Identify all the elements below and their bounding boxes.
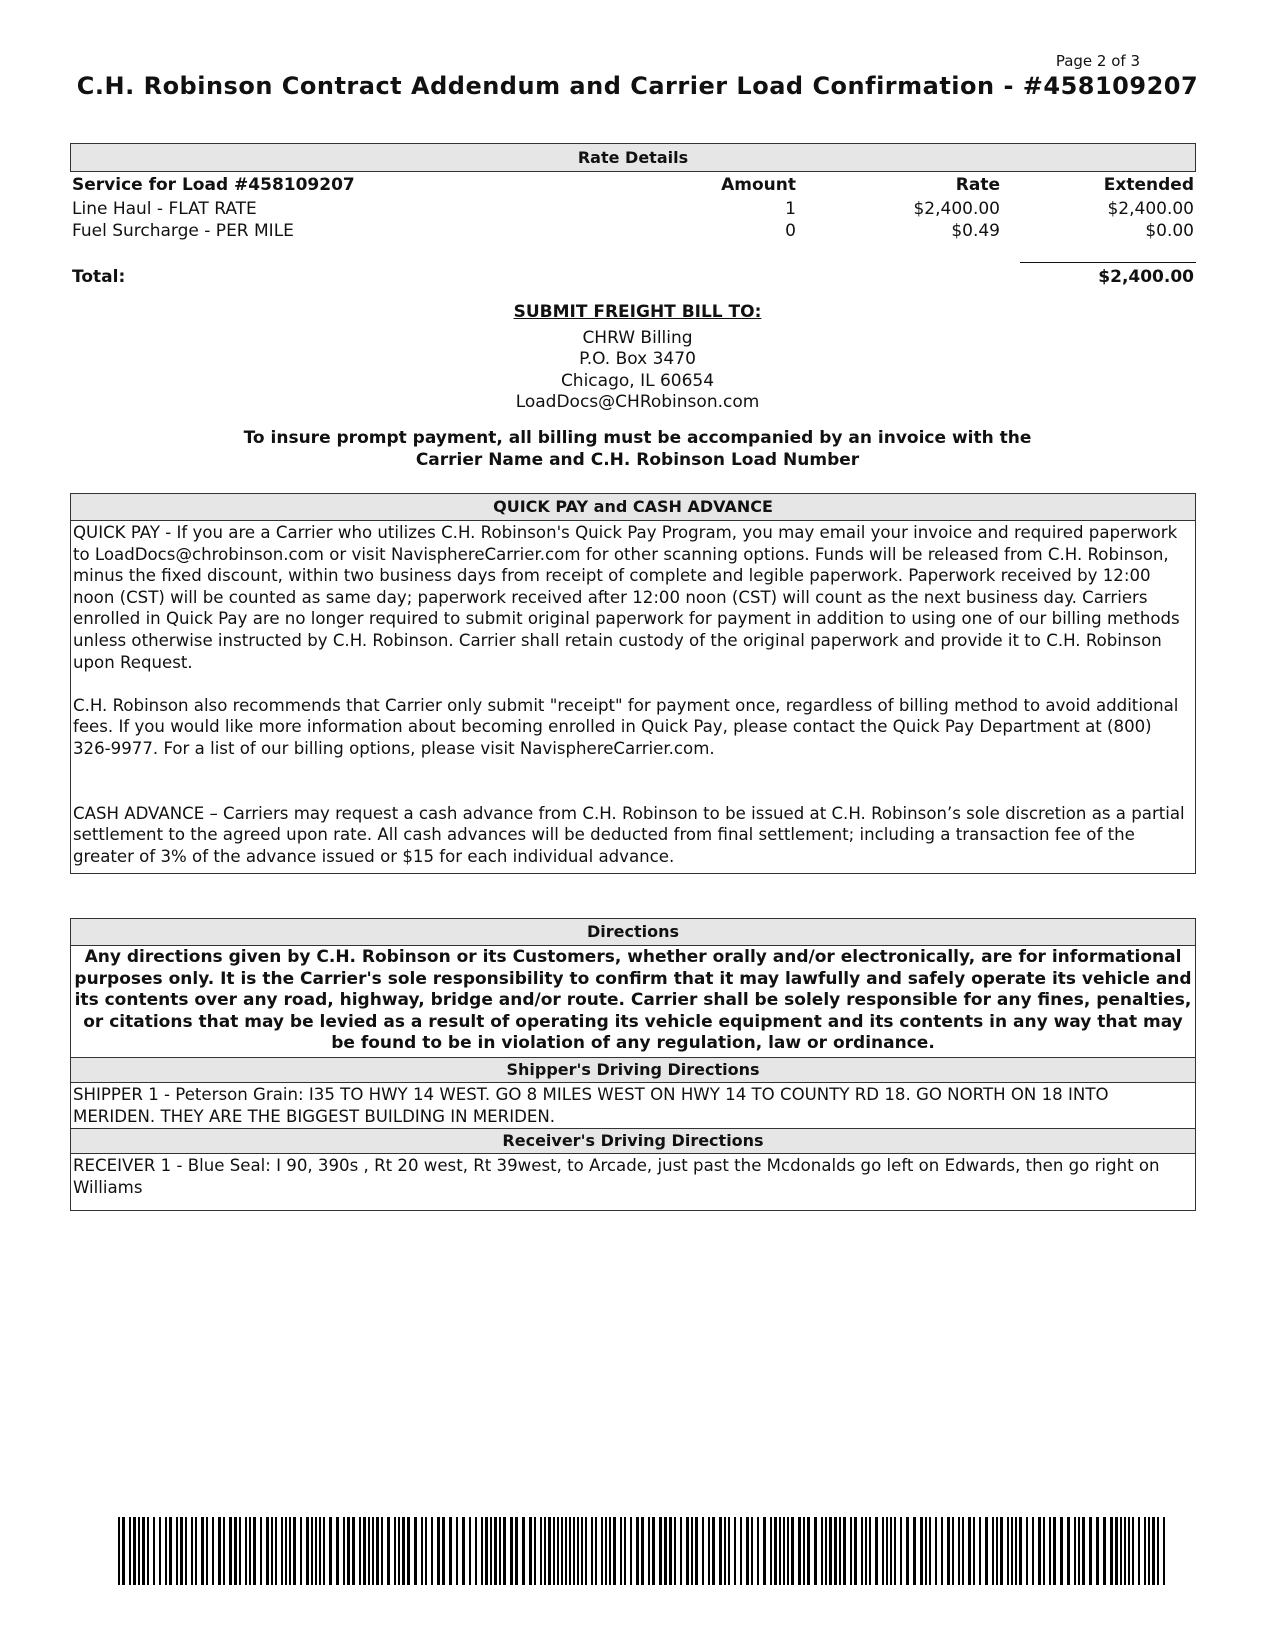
billing-city: Chicago, IL 60654 bbox=[560, 370, 715, 391]
total-label: Total: bbox=[72, 267, 126, 287]
column-amount: Amount bbox=[721, 175, 796, 195]
service-cell: Fuel Surcharge - PER MILE bbox=[72, 221, 294, 241]
quick-pay-header: QUICK PAY and CASH ADVANCE bbox=[71, 494, 1195, 521]
shipper-directions-header: Shipper's Driving Directions bbox=[71, 1058, 1195, 1083]
directions-box bbox=[70, 918, 1196, 1211]
submit-heading: SUBMIT FREIGHT BILL TO: bbox=[513, 302, 762, 322]
shipper-directions-text: SHIPPER 1 - Peterson Grain: I35 TO HWY 14 WEST. GO 8 MILES WEST ON HWY 14 TO COUNTY RD 18. GO NORTH ON 18 INTO MERIDEN. THEY ARE THE BIGGEST BUILDING IN MERIDEN. bbox=[71, 1083, 1195, 1129]
rate-details-header-box bbox=[70, 143, 1196, 172]
submit-freight-bill bbox=[0, 302, 1275, 414]
receiver-directions-text: RECEIVER 1 - Blue Seal: I 90, 390s , Rt 20 west, Rt 39west, to Arcade, just past the Mcdonalds go left on Edwards, then go right on Williams bbox=[73, 1156, 1160, 1197]
table-row bbox=[70, 198, 1196, 220]
directions-disclaimer: Any directions given by C.H. Robinson or its Customers, whether orally and/or electronically, are for informational purposes only. It is the Carrier's sole responsibility to confirm that it may lawfully and safely operate its vehicle and its contents over any road, highway, bridge and/or route. Carrier shall be solely responsible for any fines, penalties, or citations that may be levied as a result of operating its vehicle equipment and its contents in any way that may be found to be in violation of any regulation, law or ordinance. bbox=[71, 946, 1195, 1058]
receiver-directions-header: Receiver's Driving Directions bbox=[71, 1129, 1195, 1154]
barcode bbox=[118, 1517, 1168, 1585]
receipt-paragraph: C.H. Robinson also recommends that Carrier only submit "receipt" for payment once, regardless of billing method to avoid additional fees. If you would like more information about becoming enrolled in Quick Pay, please contact the Quick Pay Department at (800) 326-9977. For a list of our billing options, please visit NavisphereCarrier.com. bbox=[73, 695, 1179, 758]
directions-header: Directions bbox=[71, 919, 1195, 946]
billing-email: LoadDocs@CHRobinson.com bbox=[515, 392, 760, 412]
column-extended: Extended bbox=[1103, 175, 1194, 195]
amount-cell: 1 bbox=[785, 199, 796, 219]
quick-pay-box bbox=[70, 493, 1196, 874]
page-number: Page 2 of 3 bbox=[1055, 52, 1140, 70]
total-value: $2,400.00 bbox=[1098, 267, 1194, 287]
table-row bbox=[70, 220, 1196, 242]
service-cell: Line Haul - FLAT RATE bbox=[72, 199, 257, 219]
rate-table bbox=[70, 172, 1196, 242]
rate-cell: $2,400.00 bbox=[913, 199, 1000, 219]
total-divider bbox=[1020, 262, 1196, 263]
rate-table-header-row bbox=[70, 172, 1196, 198]
extended-cell: $0.00 bbox=[1145, 221, 1194, 241]
total-row bbox=[70, 267, 1196, 291]
payment-notice bbox=[0, 427, 1275, 471]
extended-cell: $2,400.00 bbox=[1107, 199, 1194, 219]
rate-cell: $0.49 bbox=[951, 221, 1000, 241]
rate-details-header: Rate Details bbox=[71, 144, 1195, 171]
payment-notice-line2: Carrier Name and C.H. Robinson Load Number bbox=[415, 450, 860, 470]
quick-pay-paragraph: QUICK PAY - If you are a Carrier who utilizes C.H. Robinson's Quick Pay Program, you may email your invoice and required paperwork to LoadDocs@chrobinson.com or visit NavisphereCarrier.com for other scanning options. Funds will be released from C.H. Robinson, minus the fixed discount, within two business days from receipt of complete and legible paperwork. Paperwork received by 12:00 noon (CST) will be counted as same day; paperwork received after 12:00 noon (CST) will count as the next business day. Carriers enrolled in Quick Pay are no longer required to submit original paperwork for payment in addition to using one of our billing methods unless otherwise instructed by C.H. Robinson. Carrier shall retain custody of the original paperwork and provide it to C.H. Robinson upon Request. bbox=[73, 523, 1180, 672]
column-rate: Rate bbox=[955, 175, 1000, 195]
billing-name: CHRW Billing bbox=[582, 327, 693, 348]
payment-notice-line1: To insure prompt payment, all billing must be accompanied by an invoice with the bbox=[243, 428, 1032, 448]
document-title: C.H. Robinson Contract Addendum and Carrier Load Confirmation - #458109207 bbox=[76, 72, 1199, 100]
amount-cell: 0 bbox=[785, 221, 796, 241]
billing-po-box: P.O. Box 3470 bbox=[579, 349, 696, 369]
quick-pay-body bbox=[71, 521, 1195, 867]
column-service: Service for Load #458109207 bbox=[72, 175, 355, 195]
cash-advance-paragraph: CASH ADVANCE – Carriers may request a cash advance from C.H. Robinson to be issued at C.H. Robinson’s sole discretion as a partial settlement to the agreed upon rate. All cash advances will be deducted from final settlement; including a transaction fee of the greater of 3% of the advance issued or $15 for each individual advance. bbox=[73, 803, 1185, 866]
